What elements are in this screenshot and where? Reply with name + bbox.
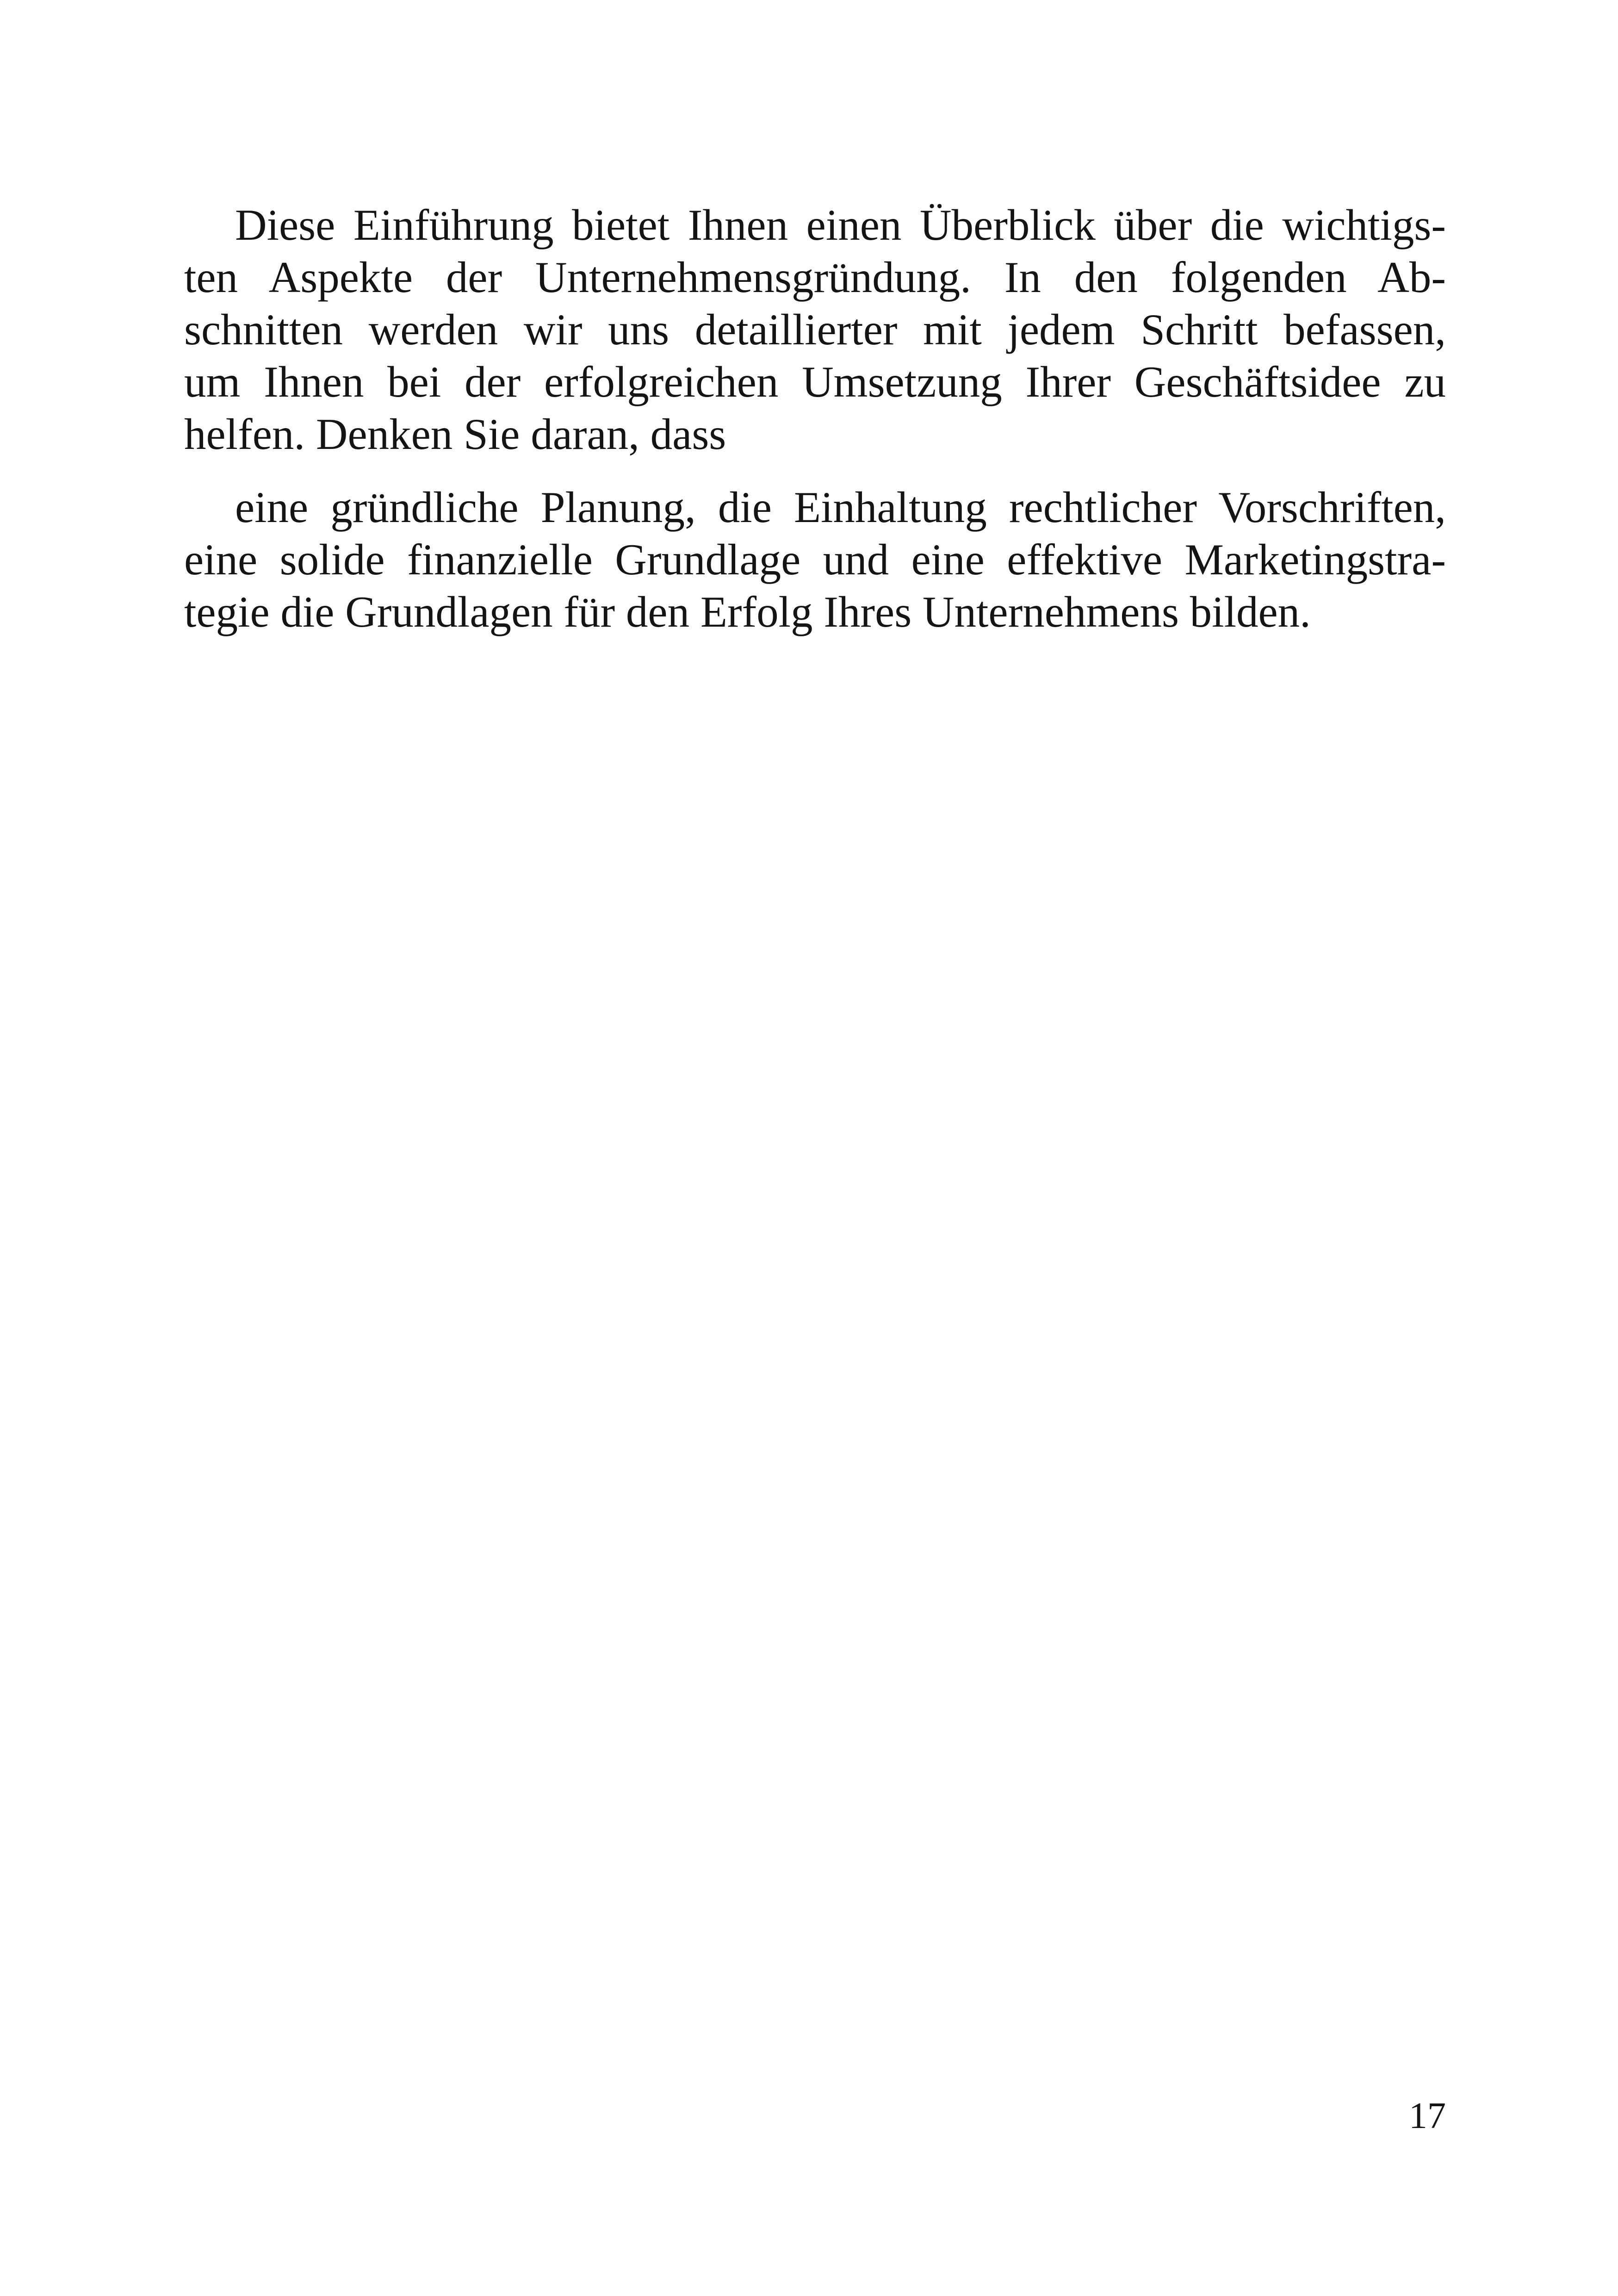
paragraph-line: Diese Einführung bietet Ihnen einen Überblick über die wichtigs- xyxy=(235,200,1446,249)
paragraph-1 xyxy=(184,199,1446,460)
body-text xyxy=(184,199,1446,638)
page-number: 17 xyxy=(1409,2096,1446,2136)
paragraph-line: eine gründliche Planung, die Einhaltung rechtlicher Vorschriften, xyxy=(235,483,1446,532)
paragraph-line: tegie die Grundlagen für den Erfolg Ihres Unternehmens bilden. xyxy=(184,587,1311,636)
paragraph-line: eine solide finanzielle Grundlage und eine effektive Marketingstra- xyxy=(184,535,1446,584)
paragraph-line: helfen. Denken Sie daran, dass xyxy=(184,410,726,459)
paragraph-line: ten Aspekte der Unternehmensgründung. In den folgenden Ab- xyxy=(184,253,1446,302)
paragraph-2 xyxy=(184,481,1446,638)
paragraph-line: schnitten werden wir uns detaillierter mit jedem Schritt befassen, xyxy=(184,305,1446,354)
paragraph-line: um Ihnen bei der erfolgreichen Umsetzung Ihrer Geschäftsidee zu xyxy=(184,357,1446,406)
